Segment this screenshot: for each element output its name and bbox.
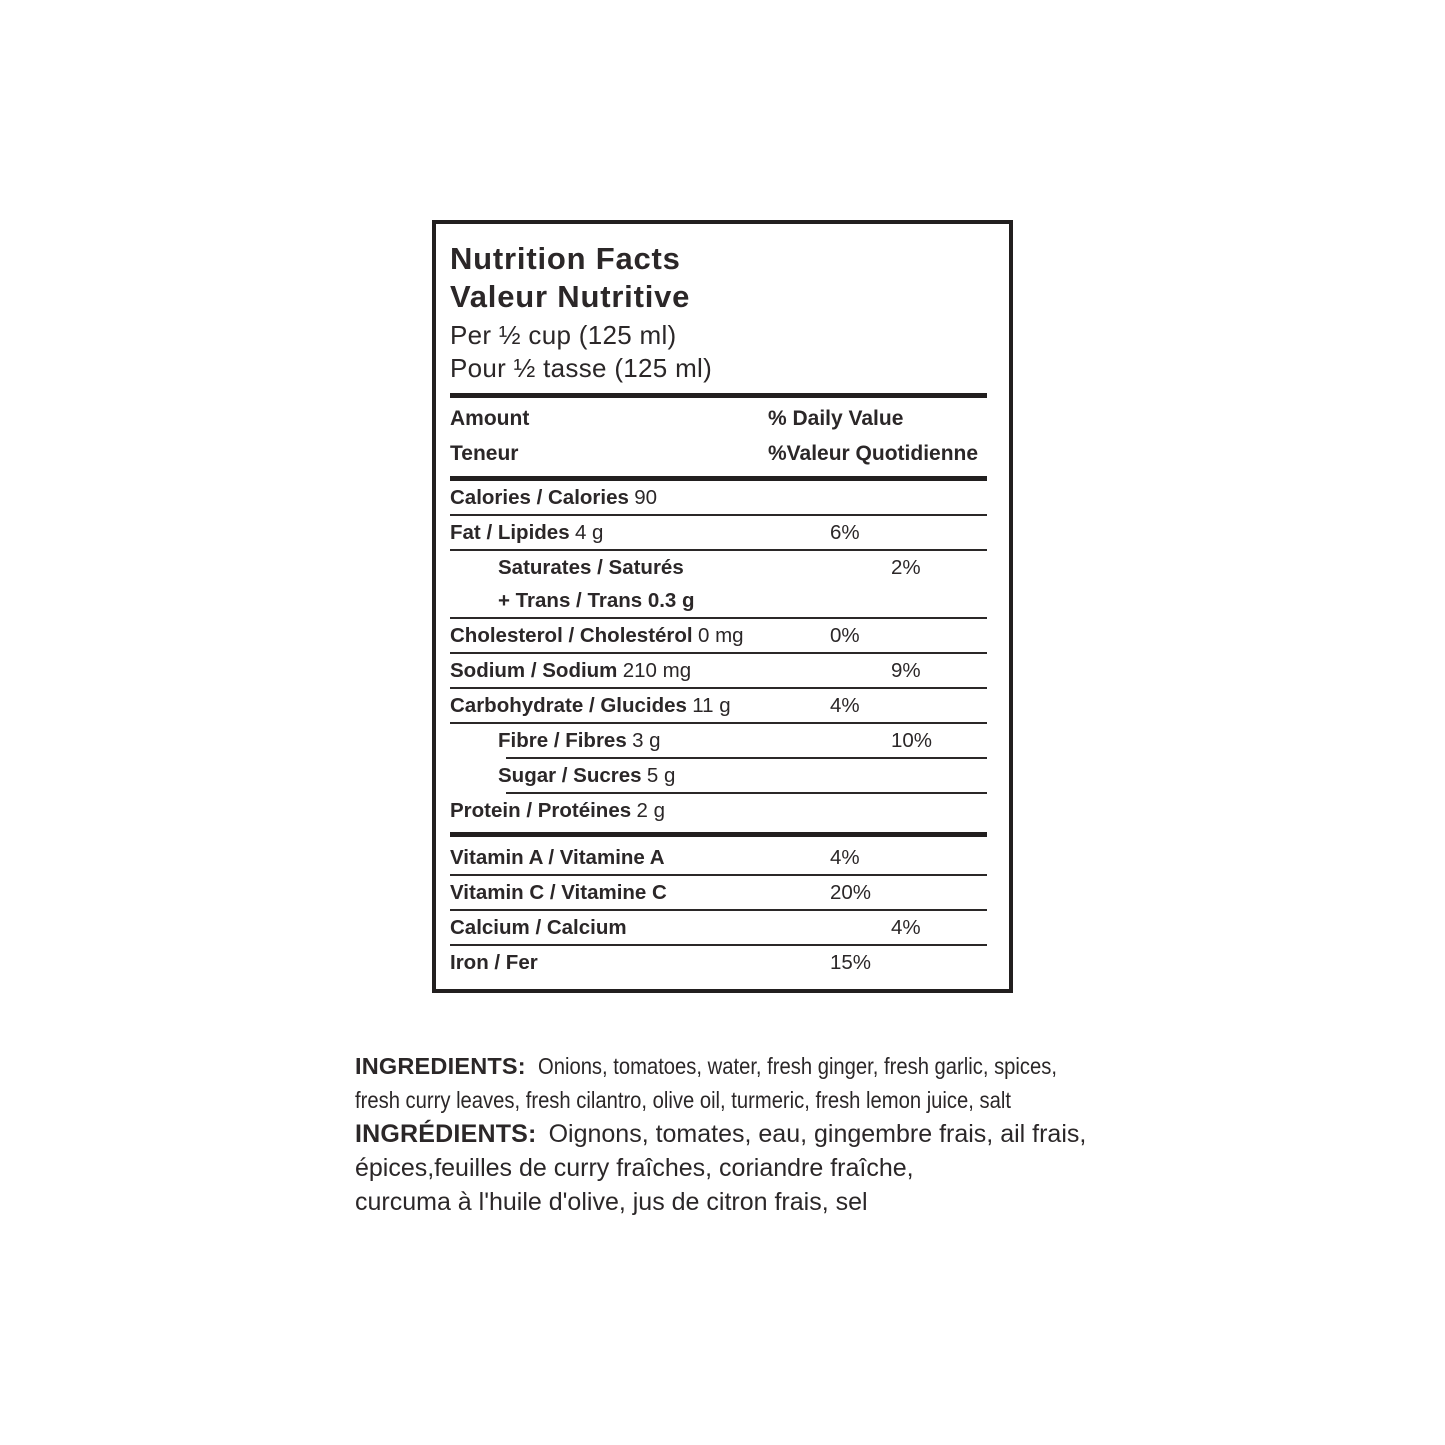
nutrient-rows — [450, 481, 987, 979]
row-protein: Protein / Protéines 2 g — [450, 799, 665, 822]
daily-value-percent: 6% — [830, 521, 860, 544]
daily-value-label-en: % Daily Value — [768, 407, 904, 430]
row-carbohydrate: Carbohydrate / Glucides 11 g 4% — [450, 689, 987, 722]
panel-title-en: Nutrition Facts — [450, 241, 681, 276]
ingredients-en-line-1: INGREDIENTS: Onions, tomatoes, water, fresh ginger, fresh garlic, spices, — [355, 1053, 1057, 1079]
ingredients-label-fr: INGRÉDIENTS: — [355, 1120, 537, 1148]
daily-value-label-fr: %Valeur Quotidienne — [768, 442, 979, 465]
ingredients-label-en: INGREDIENTS: — [355, 1053, 526, 1079]
row-trans: + Trans / Trans 0.3 g — [498, 589, 695, 612]
serving-size-fr: Pour ½ tasse (125 ml) — [450, 353, 713, 383]
amount-header-fr — [450, 436, 987, 471]
row-vitamin-a: Vitamin A / Vitamine A 4% — [450, 841, 987, 874]
amount-header — [450, 398, 987, 476]
ingredients-fr-line-1: INGRÉDIENTS: Oignons, tomates, eau, gingembre frais, ail frais, — [355, 1120, 1087, 1148]
daily-value-percent: 0% — [830, 624, 860, 647]
daily-value-percent: 4% — [891, 916, 921, 939]
row-iron: Iron / Fer 15% — [450, 946, 987, 979]
row-saturates: Saturates / Saturés 2% — [450, 551, 987, 584]
row-sugar: Sugar / Sucres 5 g — [498, 764, 676, 787]
amount-label-en: Amount — [450, 407, 530, 430]
row-fibre: Fibre / Fibres 3 g 10% — [450, 724, 987, 757]
row-fat: Fat / Lipides 4 g 6% — [450, 516, 987, 549]
row-vitamin-c: Vitamin C / Vitamine C 20% — [450, 876, 987, 909]
panel-title-fr: Valeur Nutritive — [450, 279, 691, 314]
daily-value-percent: 4% — [830, 694, 860, 717]
daily-value-percent: 9% — [891, 659, 921, 682]
amount-label-fr: Teneur — [450, 442, 519, 465]
row-calories: Calories / Calories 90 — [450, 486, 658, 509]
daily-value-percent: 10% — [891, 729, 933, 752]
row-cholesterol: Cholesterol / Cholestérol 0 mg 0% — [450, 619, 987, 652]
daily-value-percent: 20% — [830, 881, 872, 904]
nutrition-facts-panel — [432, 220, 1013, 993]
daily-value-percent: 4% — [830, 846, 860, 869]
ingredients-fr-line-3: curcuma à l'huile d'olive, jus de citron frais, sel — [355, 1188, 868, 1216]
amount-header-en — [450, 401, 987, 436]
row-sodium: Sodium / Sodium 210 mg 9% — [450, 654, 987, 687]
ingredients-fr-line-2: épices,feuilles de curry fraîches, coriandre fraîche, — [355, 1154, 914, 1182]
serving-size-en: Per ½ cup (125 ml) — [450, 320, 677, 350]
row-calcium: Calcium / Calcium 4% — [450, 911, 987, 944]
ingredients-en-line-2: fresh curry leaves, fresh cilantro, olive oil, turmeric, fresh lemon juice, salt — [355, 1086, 1011, 1113]
daily-value-percent: 15% — [830, 951, 872, 974]
ingredients-section — [355, 1050, 1115, 1219]
divider-thick — [450, 832, 987, 837]
daily-value-percent: 2% — [891, 556, 921, 579]
